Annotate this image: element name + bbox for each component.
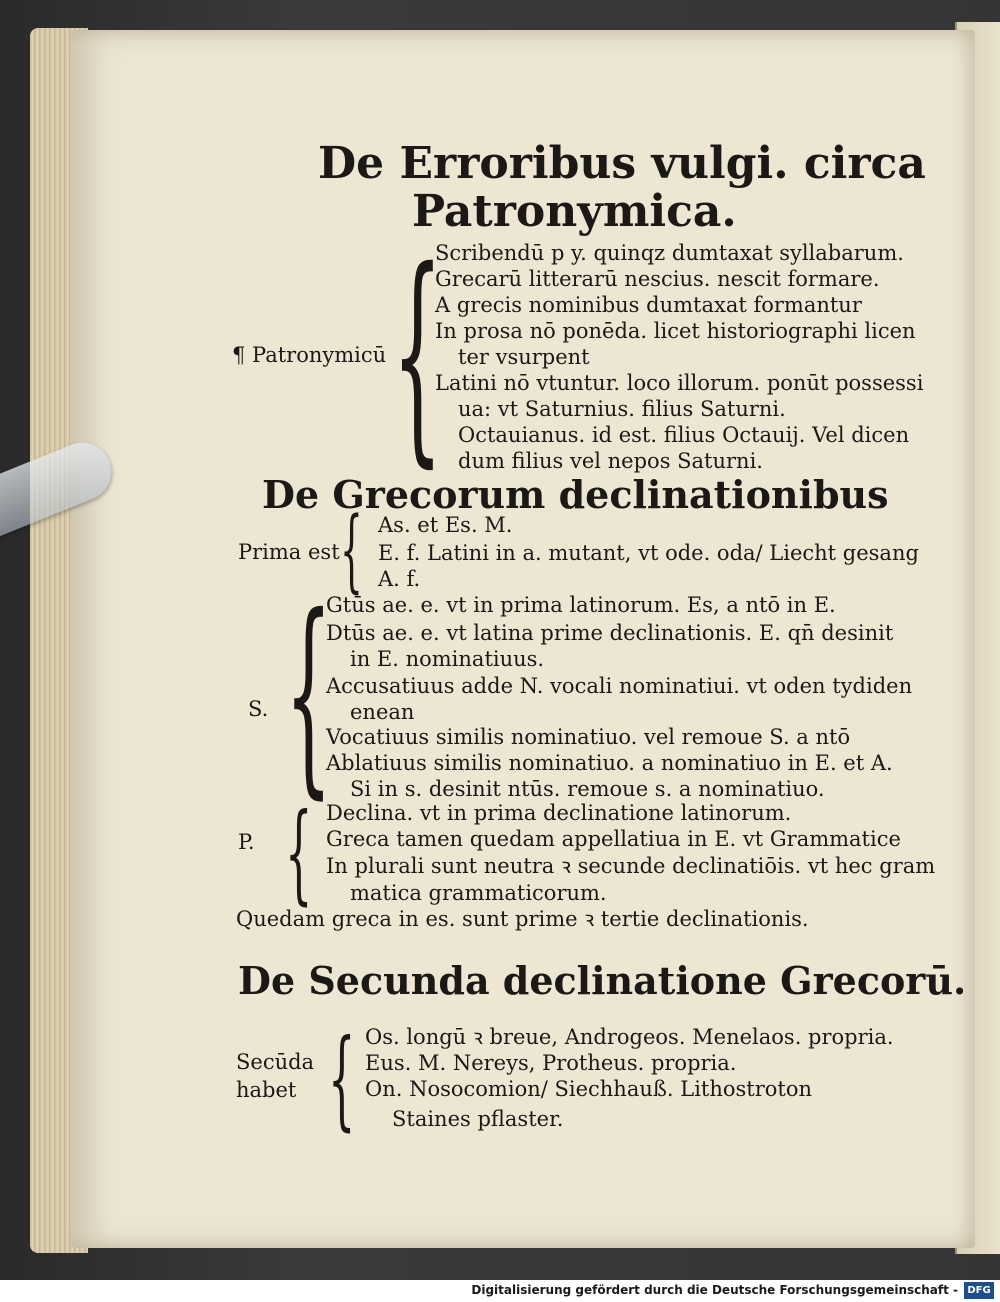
label-prima-est: Prima est [238, 540, 340, 564]
heading-errores-line2: Patronymica. [412, 186, 737, 237]
brace-singular: { [285, 570, 333, 817]
patronymicum-line-1: Scribendū p y. quinqz dumtaxat syllabarum. [435, 241, 904, 265]
label-singular: S. [248, 697, 269, 721]
secunda-line-4: Staines pflaster. [392, 1107, 564, 1131]
patronymicum-line-4: In prosa nō ponēda. licet historiographi licen [435, 319, 916, 343]
brace-prima: { [340, 498, 363, 603]
patronymicum-line-3: A grecis nominibus dumtaxat formantur [435, 293, 862, 317]
dfg-logo: DFG [964, 1282, 994, 1299]
singular-line-5: enean [350, 700, 415, 724]
label-habet: habet [236, 1078, 297, 1102]
patronymicum-line-8: Octauianus. id est. filius Octauij. Vel dicen [458, 423, 910, 447]
heading-errores-line1: De Erroribus vulgi. circa [318, 138, 926, 189]
patronymicum-line-9: dum filius vel nepos Saturni. [458, 449, 763, 473]
singular-line-2: Dtūs ae. e. vt latina prime declinationis. E. qn̄ desinit [326, 621, 894, 645]
prima-line-2: E. f. Latini in a. mutant, vt ode. oda/ Liecht gesang [378, 541, 919, 565]
singular-line-4: Accusatiuus adde N. vocali nominatiui. vt oden tydiden [326, 674, 913, 698]
brace-plural: { [285, 791, 313, 916]
brace-secunda: { [328, 1017, 356, 1142]
secunda-line-1: Os. longū ꝛ breue, Androgeos. Menelaos. propria. [365, 1025, 894, 1049]
plural-line-4: matica grammaticorum. [350, 881, 607, 905]
singular-line-8: Si in s. desinit ntūs. remoue s. a nominatiuo. [350, 777, 825, 801]
singular-line-3: in E. nominatiuus. [350, 647, 545, 671]
secunda-line-3: On. Nosocomion/ Siechhauß. Lithostroton [365, 1077, 813, 1101]
brace-patronymicum: { [392, 221, 443, 487]
heading-grecorum-declinationibus: De Grecorum declinationibus [262, 472, 889, 517]
quedam-greca-line: Quedam greca in es. sunt prime ꝛ tertie declinationis. [236, 907, 809, 931]
patronymicum-line-5: ter vsurpent [458, 345, 590, 369]
footer-funding-text: Digitalisierung gefördert durch die Deutsche Forschungsgemeinschaft - [471, 1283, 958, 1297]
plural-line-3: In plurali sunt neutra ꝛ secunde declinatiōis. vt hec gram [326, 854, 936, 878]
singular-line-7: Ablatiuus similis nominatiuo. a nominatiuo in E. et A. [326, 751, 893, 775]
label-secunda: Secūda [236, 1050, 315, 1074]
singular-line-1: Gtūs ae. e. vt in prima latinorum. Es, a ntō in E. [326, 593, 836, 617]
plural-line-1: Declina. vt in prima declinatione latinorum. [326, 801, 792, 825]
prima-line-1: As. et Es. M. [378, 513, 513, 537]
patronymicum-line-7: ua: vt Saturnius. filius Saturni. [458, 397, 786, 421]
label-patronymicum: ¶ Patronymicū [232, 343, 387, 367]
heading-secunda-declinatione: De Secunda declinatione Grecorū. [238, 958, 967, 1003]
patronymicum-line-6: Latini nō vtuntur. loco illorum. ponūt possessi [435, 371, 924, 395]
patronymicum-line-2: Grecarū litterarū nescius. nescit formare. [435, 267, 880, 291]
secunda-line-2: Eus. M. Nereys, Protheus. propria. [365, 1051, 737, 1075]
label-plural: P. [238, 830, 255, 854]
singular-line-6: Vocatiuus similis nominatiuo. vel remoue S. a ntō [326, 725, 851, 749]
prima-line-3: A. f. [378, 567, 421, 591]
plural-line-2: Greca tamen quedam appellatiua in E. vt Grammatice [326, 827, 901, 851]
footer-bar [0, 1280, 1000, 1302]
